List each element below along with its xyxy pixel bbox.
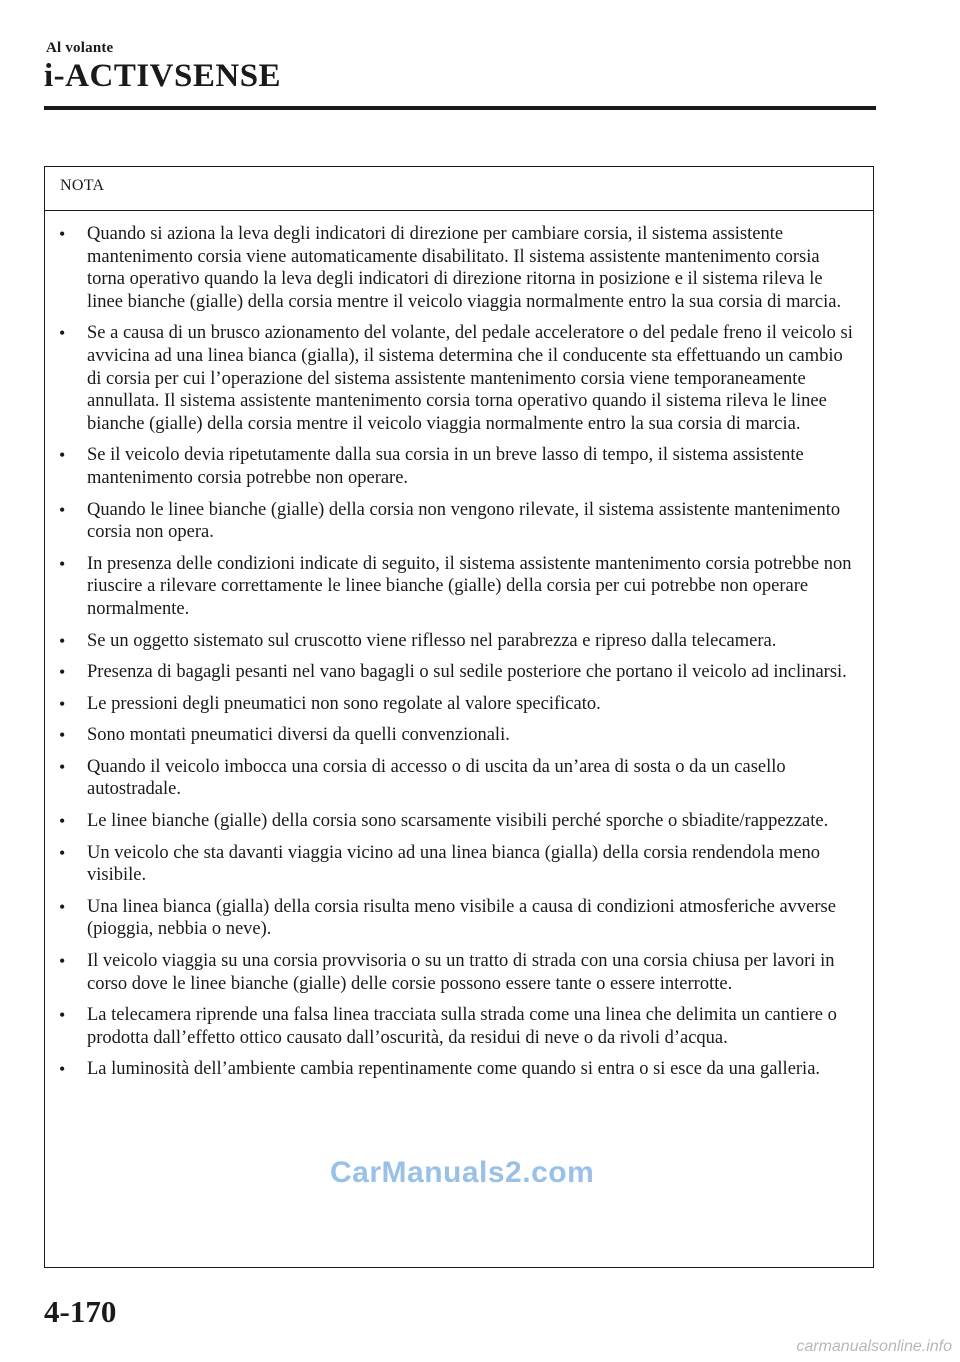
list-item (59, 553, 859, 621)
page-number: 4-170 (44, 1294, 117, 1329)
bullet-icon: • (59, 725, 66, 746)
list-item-text: La telecamera riprende una falsa linea tracciata sulla strada come una linea che delimita un cantiere o prodotta dall’effetto ottico causato dall’oscurità, da residui di neve o da rivoli d’acqua. (87, 1005, 837, 1048)
section-label: Al volante (46, 40, 114, 56)
list-item-text: Se il veicolo devia ripetutamente dalla sua corsia in un breve lasso di tempo, il sistema assistente mantenimento corsia potrebbe non operare. (87, 445, 804, 488)
list-item-text: La luminosità dell’ambiente cambia repentinamente come quando si entra o si esce da una galleria. (87, 1059, 821, 1080)
list-item (59, 1058, 859, 1081)
list-item (59, 756, 859, 801)
list-item-text: Il veicolo viaggia su una corsia provvisoria o su un tratto di strada con una corsia chiusa per lavori in corso dove le linee bianche (gialle) delle corsie possono essere tante o essere interrotte. (87, 951, 835, 994)
list-item (59, 223, 859, 313)
list-item (59, 810, 859, 833)
bullet-icon: • (59, 811, 66, 832)
list-item-text: Una linea bianca (gialla) della corsia risulta meno visibile a causa di condizioni atmosferiche avverse (pioggia, nebbia o neve). (87, 896, 836, 940)
nota-header: NOTA (45, 167, 873, 211)
bullet-icon: • (59, 224, 66, 244)
bullet-icon: • (59, 951, 66, 972)
bullet-icon: • (59, 445, 66, 466)
nota-list (45, 211, 873, 1081)
bullet-icon: • (59, 323, 66, 344)
list-item (59, 661, 859, 684)
list-item (59, 499, 859, 544)
bullet-icon: • (59, 756, 66, 777)
list-item (59, 630, 859, 653)
list-item-text: Sono montati pneumatici diversi da quelli convenzionali. (87, 725, 510, 746)
list-item (59, 444, 859, 489)
watermark: CarManuals2.com (330, 1156, 595, 1189)
footer-url[interactable]: carmanualsonline.info (796, 1338, 952, 1355)
bullet-icon: • (59, 630, 66, 651)
bullet-icon: • (59, 1005, 66, 1026)
bullet-icon: • (59, 693, 66, 714)
list-item-text: Se un oggetto sistemato sul cruscotto viene riflesso nel parabrezza e ripreso dalla telecamera. (87, 630, 777, 651)
nota-box (44, 166, 874, 1268)
list-item (59, 322, 859, 435)
bullet-icon: • (59, 842, 66, 863)
chapter-title: i-ACTIVSENSE (44, 58, 282, 94)
list-item-text: Un veicolo che sta davanti viaggia vicino ad una linea bianca (gialla) della corsia rendendola meno visibile. (87, 842, 821, 886)
list-item (59, 1004, 859, 1049)
list-item (59, 896, 859, 941)
list-item (59, 693, 859, 716)
bullet-icon: • (59, 553, 66, 574)
list-item-text: Se a causa di un brusco azionamento del volante, del pedale acceleratore o del pedale freno il veicolo si avvicina ad una linea bianca (gialla), il sistema determina che il conducente sta effettuando un cambio di corsia per cui l’operazione del sistema assistente mantenimento corsia viene temporaneamente annullata. Il sistema assistente mantenimento corsia torna operativo quando il sistema rileva le linee bianche (gialle) della corsia mentre il veicolo viaggia normalmente entro la sua corsia di marcia. (87, 323, 853, 434)
bullet-icon: • (59, 896, 66, 917)
list-item-text: Quando le linee bianche (gialle) della corsia non vengono rilevate, il sistema assistente mantenimento corsia non opera. (87, 499, 841, 543)
list-item-text: Quando si aziona la leva degli indicatori di direzione per cambiare corsia, il sistema assistente mantenimento corsia viene automaticamente disabilitato. Il sistema assistente mantenimento corsia torna operativo quando la leva degli indicatori di direzione ritorna in posizione e il sistema rileva le linee bianche (gialle) della corsia mentre il veicolo viaggia normalmente entro la sua corsia di marcia. (87, 224, 842, 312)
list-item-text: Le linee bianche (gialle) della corsia sono scarsamente visibili perché sporche o sbiadite/rappezzate. (87, 811, 829, 832)
list-item-text: Presenza di bagagli pesanti nel vano bagagli o sul sedile posteriore che portano il veicolo ad inclinarsi. (87, 662, 847, 683)
list-item (59, 724, 859, 747)
bullet-icon: • (59, 662, 66, 683)
list-item-text: Quando il veicolo imbocca una corsia di accesso o di uscita da un’area di sosta o da un casello autostradale. (87, 756, 786, 800)
bullet-icon: • (59, 1059, 66, 1080)
bullet-icon: • (59, 499, 66, 520)
list-item (59, 950, 859, 995)
list-item (59, 842, 859, 887)
list-item-text: Le pressioni degli pneumatici non sono regolate al valore specificato. (87, 693, 601, 714)
title-rule (44, 106, 876, 110)
list-item-text: In presenza delle condizioni indicate di seguito, il sistema assistente mantenimento corsia potrebbe non riuscire a rilevare correttamente le linee bianche (gialle) della corsia per cui potrebbe non operare normalmente. (87, 553, 852, 619)
